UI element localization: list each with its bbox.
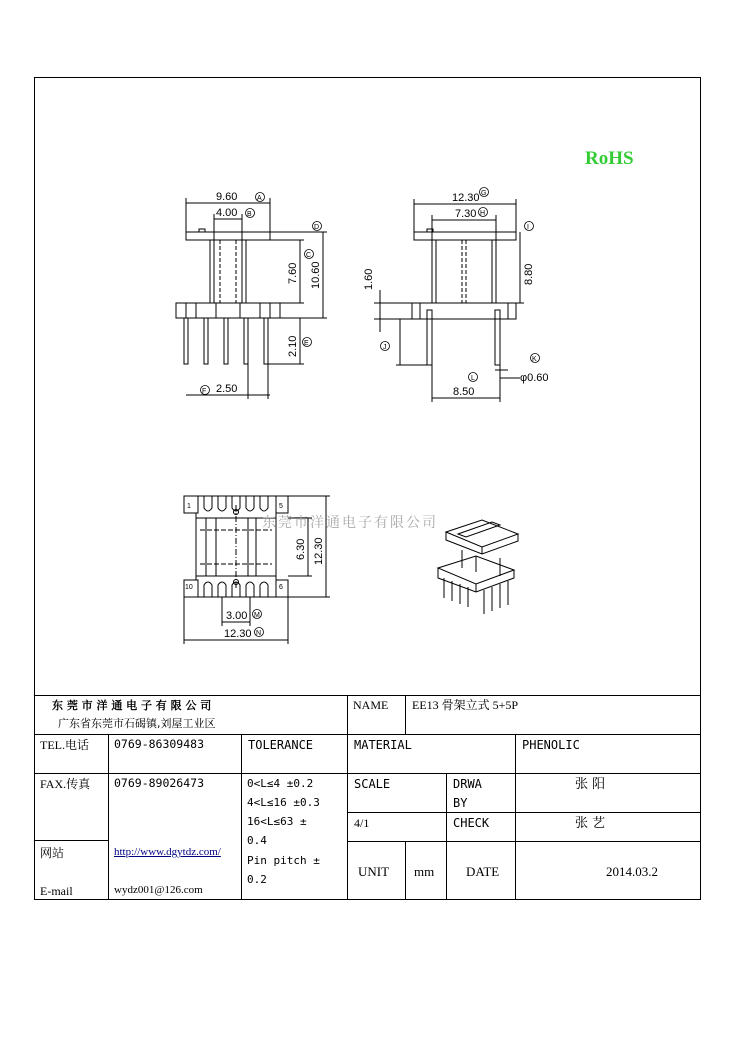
scale-label: SCALE <box>354 777 391 791</box>
dim-bottom-h2: 12.30 <box>313 537 325 565</box>
marker-G: G <box>481 190 487 197</box>
dim-side-width: 12.30 <box>452 192 480 204</box>
check-value: 张 艺 <box>575 816 606 831</box>
marker-N: N <box>256 630 262 637</box>
unit-value: mm <box>414 864 435 879</box>
dim-front-pitch: 2.50 <box>216 383 238 395</box>
material-label: MATERIAL <box>354 738 412 752</box>
dim-front-h2: 10.60 <box>310 261 322 289</box>
marker-C: C <box>306 252 312 259</box>
company-name: 东 莞 市 洋 通 电 子 有 限 公 司 <box>52 699 212 712</box>
marker-E: E <box>304 340 309 347</box>
fax-label: FAX.传真 <box>40 777 91 791</box>
watermark-text: 东莞市洋通电子有限公司 <box>262 515 438 531</box>
tolerance-line-3b: 0.4 <box>247 834 267 847</box>
front-view <box>176 198 327 399</box>
company-address: 广东省东莞市石碣镇,刘屋工业区 <box>58 717 216 730</box>
email-value: wydz001@126.com <box>114 884 203 896</box>
dim-bottom-h1: 6.30 <box>295 538 307 560</box>
rohs-mark: RoHS <box>585 148 634 169</box>
marker-M: M <box>254 612 260 619</box>
drawn-by-label: DRWA <box>453 777 482 791</box>
dim-bottom-pitch: 3.00 <box>226 610 248 622</box>
dim-front-inner: 4.00 <box>216 207 238 219</box>
marker-L: L <box>471 375 475 382</box>
marker-D: D <box>314 224 320 231</box>
tel-label: TEL.电话 <box>40 738 89 752</box>
website-label: 网站 <box>40 846 65 860</box>
pin-label-6: 6 <box>279 584 283 591</box>
side-view <box>374 199 524 402</box>
check-label: CHECK <box>453 816 490 830</box>
dim-side-height: 8.80 <box>523 263 535 285</box>
marker-H: H <box>480 210 486 217</box>
drawn-by-value: 张 阳 <box>575 777 606 792</box>
marker-K: K <box>532 356 537 363</box>
scale-value: 4/1 <box>354 816 370 830</box>
isometric-view <box>438 520 518 614</box>
fax-value: 0769-89026473 <box>114 776 205 790</box>
marker-I: I <box>527 224 529 231</box>
dim-front-width: 9.60 <box>216 191 238 203</box>
dim-front-pin: 2.10 <box>287 335 299 357</box>
pin-label-10: 10 <box>185 584 193 591</box>
date-label: DATE <box>466 864 500 879</box>
tolerance-label: TOLERANCE <box>248 738 314 752</box>
pin-label-1: 1 <box>187 503 191 510</box>
drawn-by-label-2: BY <box>453 796 468 810</box>
tel-value: 0769-86309483 <box>114 737 205 751</box>
date-value: 2014.03.2 <box>606 864 658 879</box>
dim-side-pin-dia: φ0.60 <box>520 372 549 384</box>
tolerance-line-4: Pin pitch ± <box>247 854 320 867</box>
dim-side-pin-span: 8.50 <box>453 386 475 398</box>
name-value: EE13 骨架立式 5+5P <box>412 698 519 712</box>
email-label: E-mail <box>40 884 73 898</box>
marker-F: F <box>202 388 207 395</box>
marker-B: B <box>247 211 252 218</box>
pin-label-5: 5 <box>279 503 283 510</box>
tolerance-line-4b: 0.2 <box>247 873 267 886</box>
tolerance-line-3: 16<L≤63 ± <box>247 815 307 828</box>
marker-A: A <box>257 195 262 202</box>
dim-side-inner: 7.30 <box>455 208 477 220</box>
unit-label: UNIT <box>358 864 390 879</box>
dim-side-base: 1.60 <box>363 268 375 290</box>
tolerance-line-2: 4<L≤16 ±0.3 <box>247 796 320 809</box>
marker-J: J <box>383 344 387 351</box>
material-value: PHENOLIC <box>522 738 580 752</box>
dim-bottom-width: 12.30 <box>224 628 252 640</box>
dim-front-h1: 7.60 <box>287 262 299 284</box>
website-link[interactable]: http://www.dgytdz.com/ <box>114 846 221 858</box>
name-label: NAME <box>353 698 389 712</box>
tolerance-line-1: 0<L≤4 ±0.2 <box>247 777 314 790</box>
